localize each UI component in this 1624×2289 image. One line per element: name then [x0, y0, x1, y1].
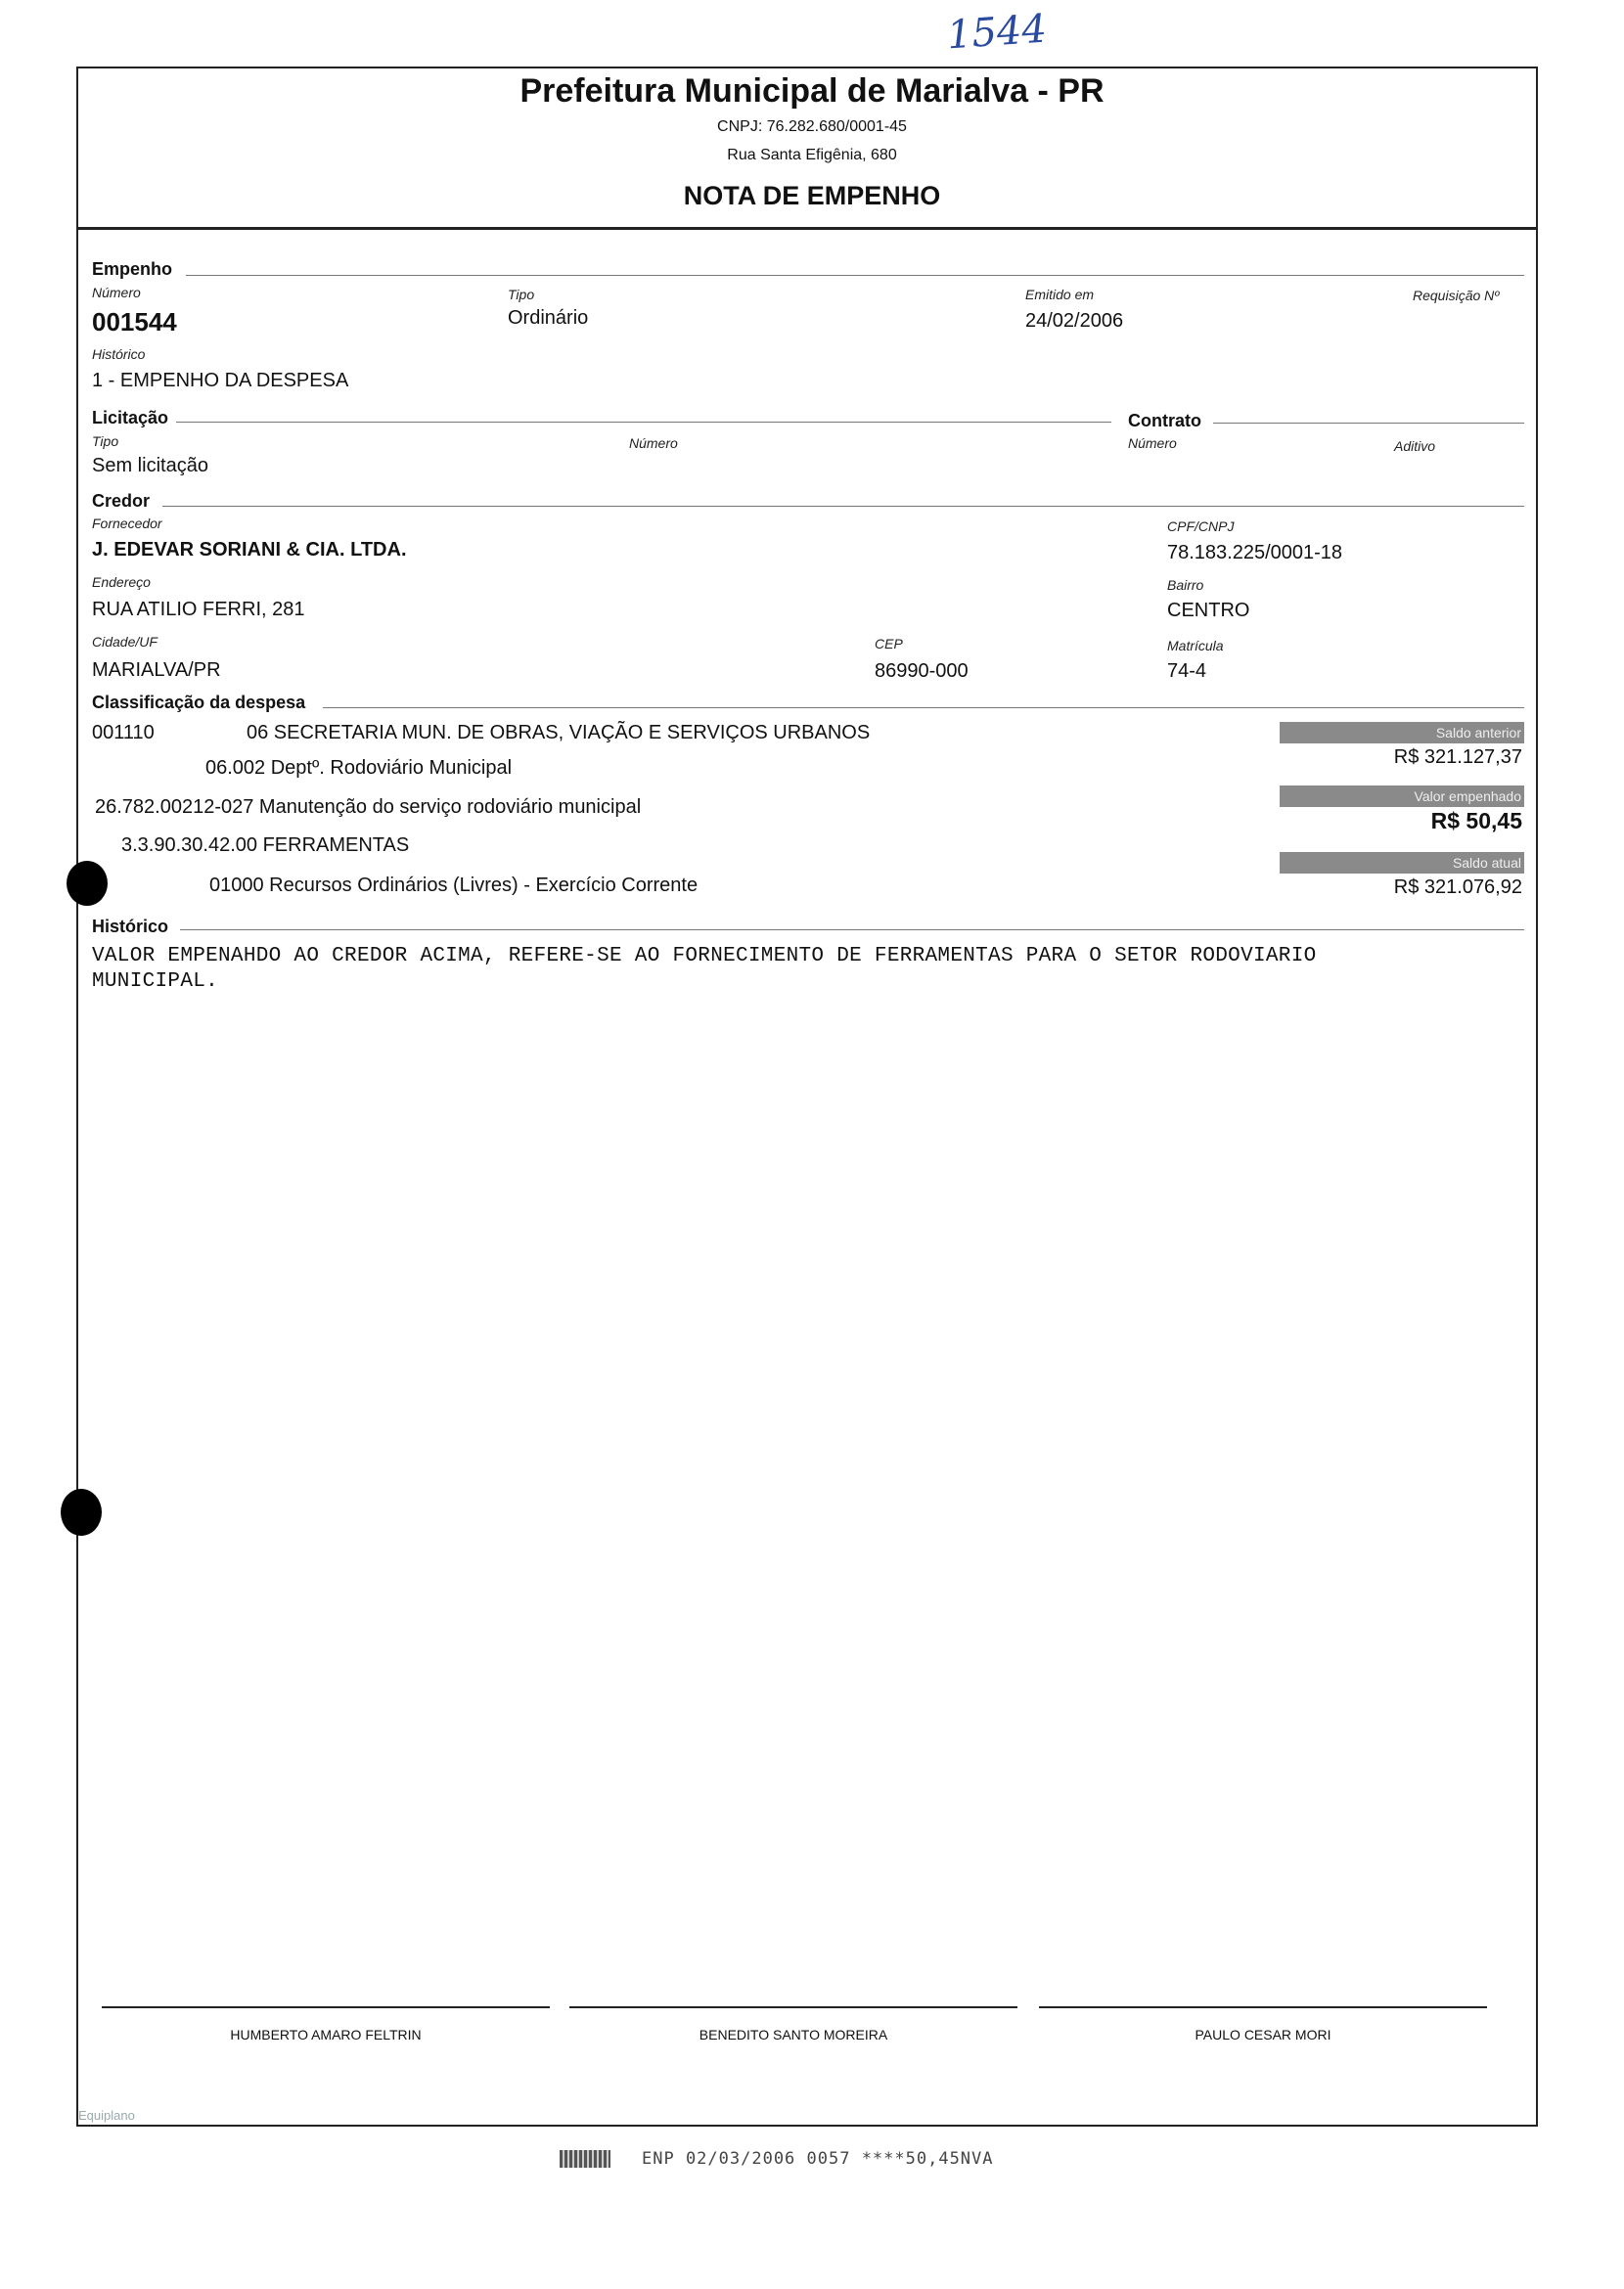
endereco-label: Endereço: [92, 574, 151, 590]
licitacao-tipo: Sem licitação: [92, 455, 208, 476]
classificacao-line5: 01000 Recursos Ordinários (Livres) - Exercício Corrente: [209, 875, 699, 896]
section-rule: [323, 707, 1524, 708]
header-cnpj: CNPJ: 76.282.680/0001-45: [717, 118, 907, 135]
classificacao-line2: 06.002 Deptº. Rodoviário Municipal: [205, 757, 513, 779]
cep-value: 86990-000: [875, 660, 969, 682]
signature-name-2: BENEDITO SANTO MOREIRA: [699, 2027, 888, 2042]
section-rule: [180, 929, 1524, 930]
fornecedor-name: J. EDEVAR SORIANI & CIA. LTDA.: [92, 539, 407, 561]
bairro-label: Bairro: [1167, 577, 1204, 593]
empenho-tipo: Ordinário: [508, 307, 589, 329]
binder-hole: [61, 1489, 102, 1536]
valor-empenhado-value: R$ 50,45: [1430, 808, 1522, 833]
emitido-date: 24/02/2006: [1025, 310, 1124, 332]
cidade-value: MARIALVA/PR: [92, 659, 221, 681]
licitacao-numero-label: Número: [629, 435, 678, 451]
empenho-numero: 001544: [92, 307, 177, 337]
fornecedor-label: Fornecedor: [92, 516, 162, 531]
binder-hole: [67, 861, 108, 906]
saldo-anterior-value: R$ 321.127,37: [1393, 746, 1522, 768]
cidade-label: Cidade/UF: [92, 634, 158, 650]
empenho-tipo-label: Tipo: [508, 287, 535, 302]
signature-name-3: PAULO CESAR MORI: [1195, 2027, 1331, 2042]
signature-name-1: HUMBERTO AMARO FELTRIN: [230, 2027, 422, 2042]
section-rule: [186, 275, 1524, 276]
classificacao-line4: 3.3.90.30.42.00 FERRAMENTAS: [121, 834, 410, 856]
bairro-value: CENTRO: [1167, 600, 1250, 621]
section-rule: [176, 422, 1111, 423]
cep-label: CEP: [875, 636, 903, 651]
saldo-atual-label: Saldo atual: [1280, 852, 1524, 874]
classificacao-code: 001110: [92, 722, 155, 743]
cpf-value: 78.183.225/0001-18: [1167, 542, 1343, 563]
document-title: NOTA DE EMPENHO: [683, 181, 941, 210]
section-licitacao: Licitação: [92, 408, 169, 427]
page-title: Prefeitura Municipal de Marialva - PR: [519, 72, 1105, 110]
header-separator: [76, 227, 1538, 230]
valor-empenhado-label: Valor empenhado: [1280, 785, 1524, 807]
header-address: Rua Santa Efigênia, 680: [727, 147, 897, 163]
section-rule: [1213, 423, 1524, 424]
emitido-label: Emitido em: [1025, 287, 1095, 302]
signature-line: [1039, 2006, 1487, 2008]
footer-stamp: ENP 02/03/2006 0057 ****50,45NVA: [642, 2149, 994, 2169]
signature-line: [102, 2006, 550, 2008]
cpf-label: CPF/CNPJ: [1167, 518, 1235, 534]
empenho-numero-label: Número: [92, 285, 141, 300]
section-historico: Histórico: [92, 917, 169, 936]
classificacao-line1: 06 SECRETARIA MUN. DE OBRAS, VIAÇÃO E SERVIÇOS URBANOS: [247, 722, 871, 743]
barcode-icon: [560, 2150, 610, 2168]
signature-line: [569, 2006, 1017, 2008]
section-empenho: Empenho: [92, 259, 173, 279]
licitacao-tipo-label: Tipo: [92, 433, 119, 449]
contrato-numero-label: Número: [1128, 435, 1177, 451]
saldo-atual-value: R$ 321.076,92: [1393, 876, 1522, 898]
handwritten-number: 1544: [945, 6, 1049, 59]
section-contrato: Contrato: [1128, 411, 1201, 430]
section-credor: Credor: [92, 491, 151, 511]
historico-line1: VALOR EMPENAHDO AO CREDOR ACIMA, REFERE-SE AO FORNECIMENTO DE FERRAMENTAS PARA O SETOR RODOVIARIO: [92, 945, 1317, 967]
brand-label: Equiplano: [78, 2108, 135, 2123]
matricula-value: 74-4: [1167, 660, 1207, 682]
matricula-label: Matrícula: [1167, 638, 1224, 653]
section-classificacao: Classificação da despesa: [92, 693, 306, 712]
classificacao-line3: 26.782.00212-027 Manutenção do serviço rodoviário municipal: [95, 796, 642, 818]
contrato-aditivo-label: Aditivo: [1394, 438, 1436, 454]
saldo-anterior-label: Saldo anterior: [1280, 722, 1524, 743]
requisicao-label: Requisição Nº: [1413, 288, 1500, 303]
historico-line2: MUNICIPAL.: [92, 970, 219, 993]
empenho-historico: 1 - EMPENHO DA DESPESA: [92, 370, 349, 391]
empenho-historico-label: Histórico: [92, 346, 146, 362]
endereco-value: RUA ATILIO FERRI, 281: [92, 599, 305, 620]
section-rule: [162, 506, 1524, 507]
